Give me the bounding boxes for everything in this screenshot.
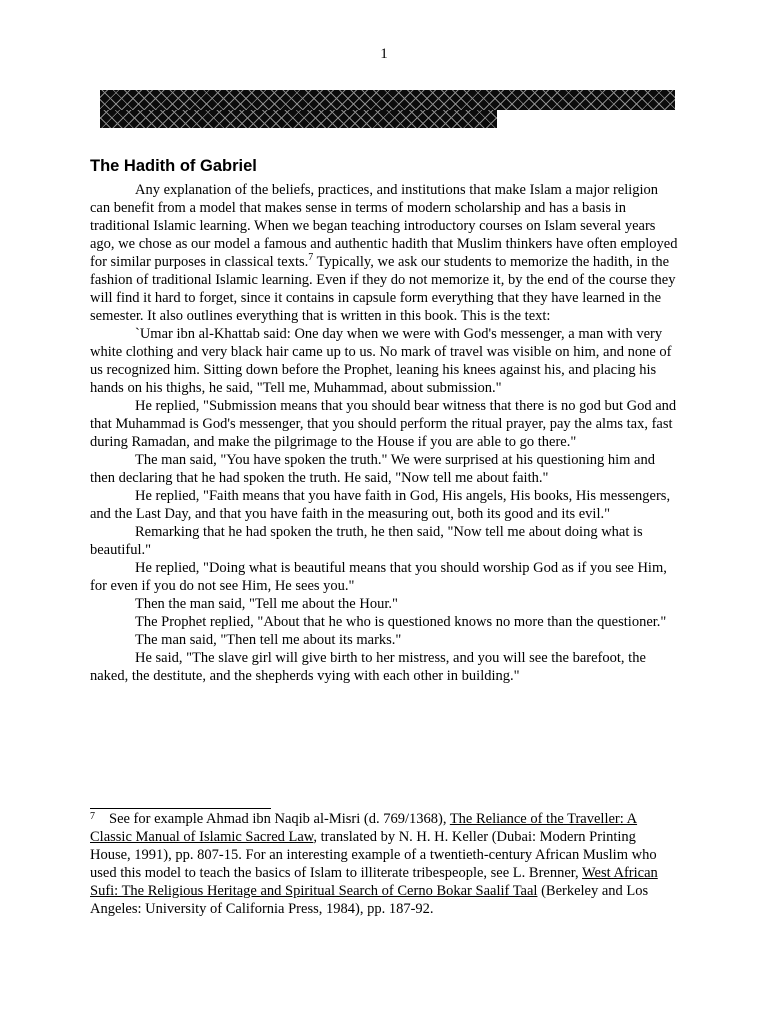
footnote-text-part: (Berkeley and Los Angeles: University of California Press, 1984), pp. 187-92. [90,883,649,917]
footnote-text-part: , translated by N. H. H. Keller (Dubai: Modern Printing House, 1991), pp. 807-15. For an interesting example of a twentieth-century African Muslim who used this model to teach the basics of Islam to illiterate tribespeople, see L. Brenner, [90,829,657,881]
footnote-ref[interactable]: 7 [308,252,314,264]
cited-title: West African Sufi: The Religious Heritage and Spiritual Search of Cerno Bokar Saalif Taal [90,865,658,899]
quote-paragraph: He replied, "Submission means that you should bear witness that there is no god but God and that Muhammad is God's messenger, that you should perform the ritual prayer, pay the alms tax, fast during Ramadan, and make the pilgrimage to the House if you are able to go there." [90,398,677,450]
quote-paragraph: Then the man said, "Tell me about the Hour." [135,596,398,612]
cited-title: The Reliance of the Traveller: A Classic Manual of Islamic Sacred Law [90,811,638,845]
intro-paragraph [90,181,680,325]
quote-paragraph: He replied, "Doing what is beautiful means that you should worship God as if you see Him, for even if you do not see Him, He sees you." [90,560,667,594]
section-heading: The Hadith of Gabriel [90,157,257,175]
footnote-text-part: See for example Ahmad ibn Naqib al-Misri (d. 769/1368), [109,811,450,827]
footnote-separator [90,808,271,809]
footnote-text [90,810,680,918]
quote-paragraph: The man said, "Then tell me about its marks." [135,632,402,648]
quote-paragraph: Remarking that he had spoken the truth, he then said, "Now tell me about doing what is beautiful." [90,524,643,558]
page-number: 1 [380,46,388,62]
redaction-bar [100,110,497,128]
redaction-bar [100,90,675,110]
quote-paragraph: The man said, "You have spoken the truth." We were surprised at his questioning him and then declaring that he had spoken the truth. He said, "Now tell me about faith." [90,452,655,486]
quote-paragraph: He replied, "Faith means that you have faith in God, His angels, His books, His messengers, and the Last Day, and that you have faith in the measuring out, both its good and its evil." [90,488,671,522]
quote-paragraph: The Prophet replied, "About that he who is questioned knows no more than the questioner." [135,614,667,630]
footnote [90,810,680,918]
intro-text: Any explanation of the beliefs, practices, and institutions that make Islam a major religion can benefit from a model that makes sense in terms of modern scholarship and has a basis in traditional Islamic learning. When we began teaching introductory courses on Islam several years ago, we chose as our model a famous and authentic hadith that Muslim thinkers have often employed for similar purposes in classical texts. [90,182,678,270]
intro-text: Typically, we ask our students to memorize the hadith, in the fashion of traditional Islamic learning. Even if they do not memorize it, by the end of the course they will find it hard to forget, since it contains in capsule form everything that they have learned in the semester. It also outlines everything that is written in this book. This is the text: [90,254,676,324]
footnote-number: 7 [90,811,95,822]
quote-paragraph: He said, "The slave girl will give birth to her mistress, and you will see the barefoot, the naked, the destitute, and the shepherds vying with each other in building." [90,650,646,684]
body-text [90,181,680,685]
quote-paragraph: `Umar ibn al-Khattab said: One day when we were with God's messenger, a man with very white clothing and very black hair came up to us. No mark of travel was visible on him, and none of us recognized him. Sitting down before the Prophet, leaning his knees against his, and placing his hands on his thighs, he said, "Tell me, Muhammad, about submission." [90,326,672,396]
